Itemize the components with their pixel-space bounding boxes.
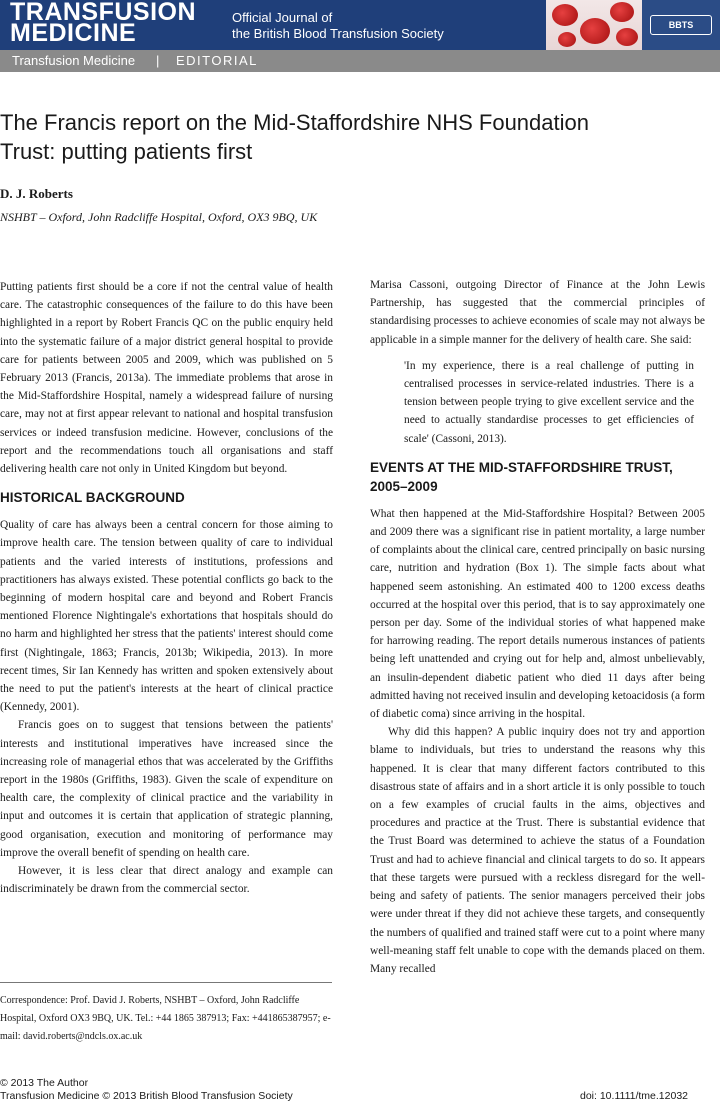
society-logo: BBTS [650, 15, 712, 35]
copyright-author: © 2013 The Author [0, 1077, 89, 1089]
article-title [0, 108, 700, 166]
subtitle-line-1: Official Journal of [232, 10, 333, 25]
title-line-1: The Francis report on the Mid-Staffordshire NHS Foundation [0, 110, 589, 135]
section-label: EDITORIAL [176, 53, 258, 68]
section-heading: HISTORICAL BACKGROUND [0, 490, 185, 506]
running-journal-name: Transfusion Medicine [12, 53, 136, 68]
doi-link[interactable]: doi: 10.1111/tme.12032 [580, 1090, 688, 1102]
author-affiliation: NSHBT – Oxford, John Radcliffe Hospital, Oxford, OX3 9BQ, UK [0, 210, 318, 224]
blood-cell [552, 4, 578, 26]
section-heading: EVENTS AT THE MID-STAFFORDSHIRE TRUST, 2005–2009 [370, 459, 673, 494]
logo-line-2: MEDICINE [10, 19, 137, 47]
right-column [370, 276, 705, 978]
body-paragraph: Francis goes on to suggest that tensions between the patients' interests and institutional imperatives have increased since the increasing role of managerial ethos that was accelerated by the Griffiths report in the 1980s (Griffiths, 1983). Given the scale of expenditure on health care, the complexity of clinical practice and the variability in input and outcomes it is certain that application of strategic planning, good organisation, execution and monitoring of performance may improve the overall benefit of spending on health care. [0, 719, 333, 859]
subtitle-line-2: the British Blood Transfusion Society [232, 26, 444, 41]
body-paragraph: Quality of care has always been a central concern for those aiming to improve health care. The tension between quality of care to individual patients and the varied interests of institutions, professions and practitioners has always existed. These potential conflicts go back to the beginning of modern hospital care and beyond and Robert Francis mentioned Florence Nightingale's exhortations that hospitals should do no harm and highlighted her stress that the patients' interest should come first (Nightingale, 1863; Francis, 2013b; Wikipedia, 2013). In more recent times, Sir Ian Kennedy has written and spoken extensively about the need to put the patient's interests at the heart of clinical practice (Kennedy, 2001). [0, 519, 333, 714]
author-name: D. J. Roberts [0, 186, 73, 201]
blood-cell [616, 28, 638, 46]
intro-paragraph: Putting patients first should be a core if not the central value of health care. The catastrophic consequences of the failure to do this have been highlighted in a report by Robert Francis QC on the public enquiry held into the systematic failure of a major district general hospital to provide care for patients between 2005 and 2009, which was published on 5 February 2013 (Francis, 2013a). The immediate problems that arose in the Mid-Staffordshire Hospital, namely a widespread failure of nursing care, may not at first appear relevant to national and hospital transfusion services or indeed transfusion medicine. However, conclusions of the report and the recommendations touch all organisations and staff delivering health care not only in United Kingdom but beyond. [0, 281, 333, 476]
journal-logo [10, 0, 197, 47]
body-paragraph: What then happened at the Mid-Staffordshire Hospital? Between 2005 and 2009 there was a significant rise in patient mortality, a large number of complaints about the clinical care, centred principally on basic nursing care, nutrition and hydration (Box 1). The simple facts about what happened seem astonishing. An estimated 400 to 1200 excess deaths occurred at the hospital over this period, that is to say approximately one person per day. Some of the individual stories of what happened make for harrowing reading. The report details numerous instances of patients being left unattended and crying out for help and, almost unbelievably, an insulin-dependent diabetic patient who died 11 days after being admitted having not received insulin and developing ketoacidosis (a form of diabetic coma) since arriving in the hospital. [370, 507, 705, 721]
correspondence-note: Correspondence: Prof. David J. Roberts, NSHBT – Oxford, John Radcliffe Hospital, Oxford OX3 9BQ, UK. Tel.: +44 1865 387913; Fax: +441865387957; e-mail: david.roberts@ndcls.ox.ac.uk [0, 995, 331, 1042]
blood-cell [580, 18, 610, 44]
section-bar [0, 50, 720, 72]
body-paragraph: Marisa Cassoni, outgoing Director of Finance at the John Lewis Partnership, has suggested that the commercial principles of standardising processes to achieve economies of scale may not always be applicable in a simple manner for the delivery of health care. She said: [370, 279, 705, 346]
block-quote: 'In my experience, there is a real challenge of putting in centralised processes in service-related industries. There is a tension between people trying to give excellent service and the need to actually standardise processes to get efficiencies of scale' (Cassoni, 2013). [404, 359, 694, 445]
body-paragraph: However, it is less clear that direct analogy and example can indiscriminately be drawn from the commercial sector. [0, 865, 333, 896]
logo-line-1: TRANSFUSION [10, 0, 197, 26]
society-badge [642, 0, 720, 50]
left-column [0, 278, 333, 899]
copyright-journal: Transfusion Medicine © 2013 British Blood Transfusion Society [0, 1090, 293, 1102]
title-line-2: Trust: putting patients first [0, 139, 253, 164]
blood-cell [610, 2, 634, 22]
running-separator: | [156, 53, 160, 68]
blood-cells-image [546, 0, 642, 50]
journal-subtitle [232, 10, 444, 42]
footnote-rule [0, 982, 332, 983]
body-paragraph: Why did this happen? A public inquiry does not try and apportion blame to individuals, but tries to understand the reasons why this happened. It is clear that many different factors contributed to this disastrous state of affairs and in a short article it is only possible to touch on a few examples of crucial faults in the aims, objectives and procedures and practice at the Trust. There is substantial evidence that the Trust Board was determined to achieve the status of a Foundation Trust and had to achieve financial and clinical targets to do so. It appears that these targets were pursued with a reckless disregard for the well-being and safety of patients. The senior managers perceived their jobs were under threat if they did not achieve these targets, and consequently the numbers of qualified and trained staff were cut to a point where many well-meaning staff felt unable to cope with the demands placed on them. Many recalled [370, 726, 705, 975]
blood-cell [558, 32, 576, 47]
